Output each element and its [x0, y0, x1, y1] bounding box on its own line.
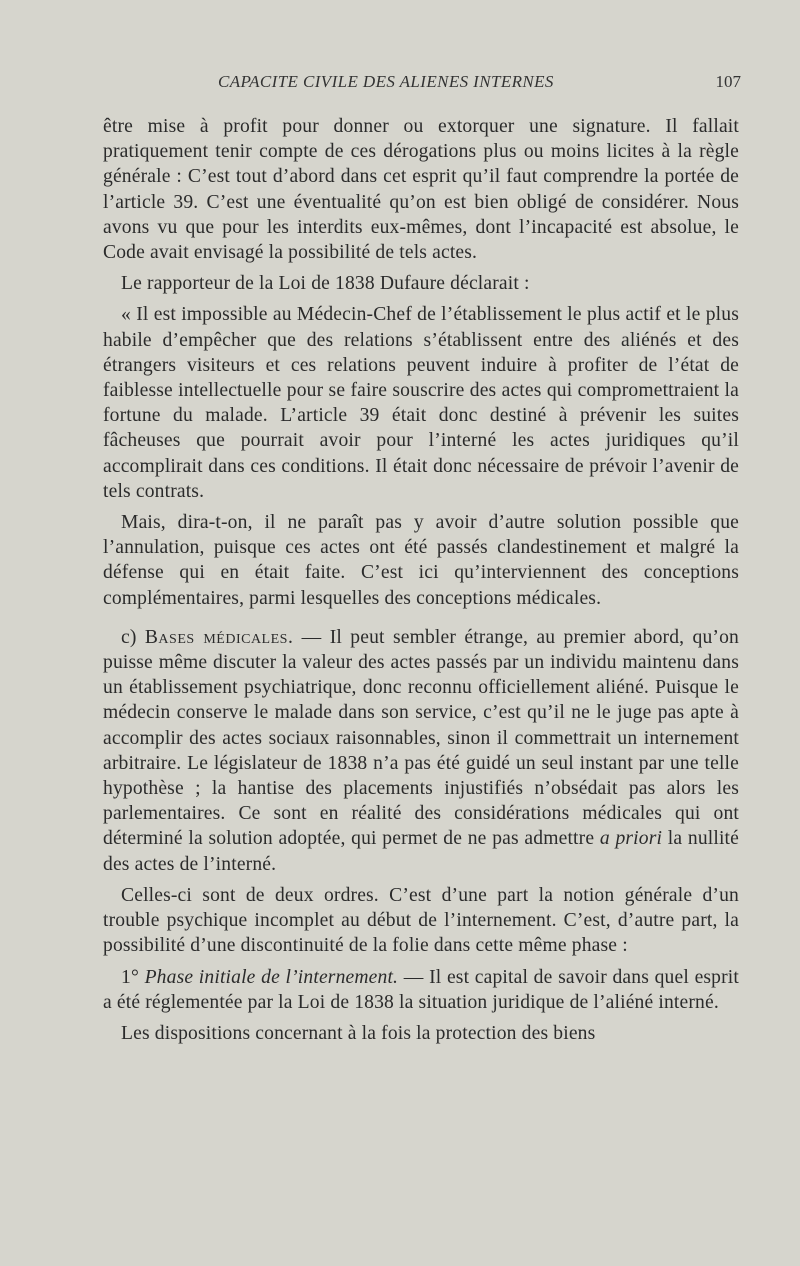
paragraph-1: être mise à profit pour donner ou extorquer une signature. Il fallait pratiquement tenir compte de ces dérogations plus ou moins licites à la règle générale : C’est tout d’abord dans cet esprit qu’il faut comprendre la portée de l’article 39. C’est une éventualité qu’on est bien obligé de considérer. Nous avons vu que pour les interdits eux-mêmes, dont l’incapacité est absolue, le Code avait envisagé la possibilité de tels actes. — [103, 116, 739, 264]
paragraph-7-subsection — [103, 965, 739, 1015]
section-text: — Il peut sembler étrange, au premier abord, qu’on puisse même discuter la valeur des actes passés par un individu maintenu dans un établissement psychiatrique, donc reconnu officiellement aliéné. Puisque le médecin conserve le malade dans son service, c’est qu’il ne le juge pas apte à accomplir des actes sociaux raisonnables, sinon il commettrait un internement arbitraire. Le législateur de 1838 n’a pas été guidé un seul instant par une telle hypothèse ; la hantise des placements injustifiés n’obsédait pas alors les parlementaires. Ce sont en réalité des considérations médicales qui ont déterminé la solution adoptée, qui permet de ne pas admettre — [103, 626, 739, 850]
paragraph-8: Les dispositions concernant à la fois la protection des biens — [121, 1022, 596, 1044]
page-header — [103, 72, 741, 98]
section-label: c) — [121, 626, 137, 648]
subsection-text: — Il est capital de savoir dans quel esprit a été réglementée par la Loi de 1838 la situation juridique de l’aliéné interné. — [103, 966, 739, 1013]
subsection-heading: Phase initiale de l’internement. — [144, 966, 399, 988]
page-number: 107 — [715, 72, 741, 91]
paragraph-6: Celles-ci sont de deux ordres. C’est d’une part la notion générale d’un trouble psychique incomplet au début de l’internement. C’est, d’autre part, la possibilité d’une discontinuité de la folie dans cette même phase : — [103, 884, 739, 957]
italic-phrase: a priori — [599, 828, 663, 850]
running-title: CAPACITE CIVILE DES ALIENES INTERNES — [218, 72, 554, 91]
section-text-end: la nullité des actes de l’interné. — [103, 828, 739, 875]
body-text — [103, 114, 739, 1046]
paragraph-3-quote: « Il est impossible au Médecin-Chef de l’établissement le plus actif et le plus habile d’empêcher que des relations s’établissent entre des aliénés et des étrangers visiteurs et ces relations peuvent induire à profiter de l’état de faiblesse intellectuelle pour se faire souscrire des actes qui compromettraient la fortune du malade. L’article 39 était donc destiné à prévenir les suites fâcheuses que pourrait avoir pour l’interné les actes juridiques qu’il accomplirait dans ces conditions. Il était donc nécessaire de prévoir l’avenir de tels contrats. — [103, 304, 739, 502]
section-heading: Bases médicales. — [144, 626, 294, 648]
paragraph-4: Mais, dira-t-on, il ne paraît pas y avoir d’autre solution possible que l’annulation, puisque ces actes ont été passés clandestinement et malgré la défense qui en était faite. C’est ici qu’interviennent des conceptions complémentaires, parmi lesquelles des conceptions médicales. — [103, 512, 739, 609]
subsection-number: 1° — [121, 966, 139, 988]
paragraph-5-section-c — [103, 625, 739, 877]
paragraph-2: Le rapporteur de la Loi de 1838 Dufaure déclarait : — [121, 273, 530, 295]
